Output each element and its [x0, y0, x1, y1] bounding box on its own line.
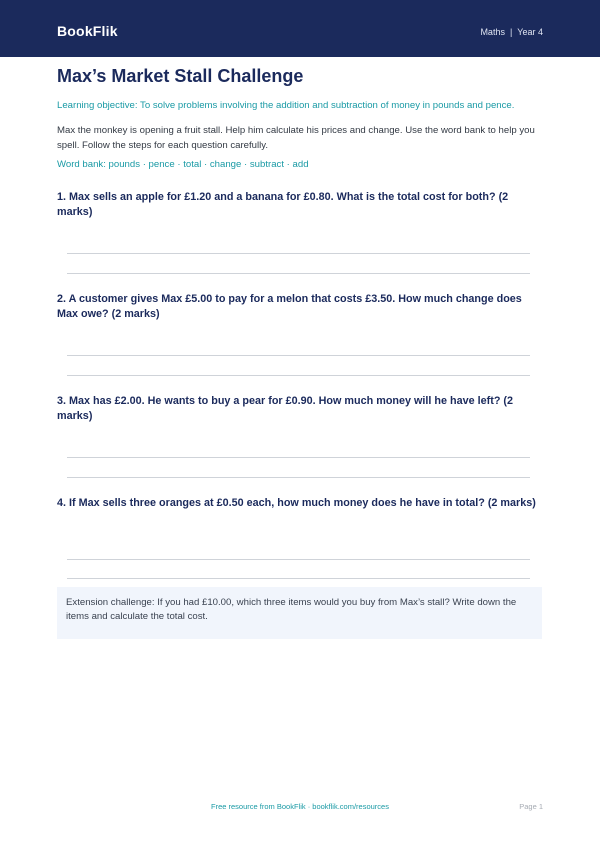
year-label: Year 4 [517, 27, 543, 37]
brand-logo-text: BookFlik [57, 23, 118, 39]
subject-label: Maths [480, 27, 505, 37]
learning-objective: Learning objective: To solve problems involving the addition and subtraction of money in pounds and pence. [57, 100, 515, 111]
extension-challenge-text: Extension challenge: If you had £10.00, which three items would you buy from Max’s stall? Write down the items and calculate the total cost. [66, 597, 517, 622]
intro-text: Max the monkey is opening a fruit stall. Help him calculate his prices and change. Use the word bank to help you spell. Follow the steps for each question carefully. [57, 125, 535, 151]
answer-line[interactable] [67, 273, 530, 274]
answer-line[interactable] [67, 375, 530, 376]
top-header-bar [0, 0, 600, 57]
answer-line[interactable] [67, 477, 530, 478]
answer-line[interactable] [67, 457, 530, 458]
answer-line[interactable] [67, 578, 530, 579]
footer-credit: Free resource from BookFlik · bookflik.com/resources [211, 802, 389, 811]
page-number: Page 1 [519, 802, 543, 811]
subject-year-label [480, 27, 543, 37]
question-1: 1. Max sells an apple for £1.20 and a banana for £0.80. What is the total cost for both? (2 marks) [57, 191, 509, 218]
extension-challenge-box [57, 587, 542, 639]
question-4: 4. If Max sells three oranges at £0.50 each, how much money does he have in total? (2 marks) [57, 497, 536, 509]
meta-separator: | [509, 27, 513, 37]
answer-line[interactable] [67, 253, 530, 254]
answer-line[interactable] [67, 355, 530, 356]
worksheet-title: Max’s Market Stall Challenge [57, 66, 304, 86]
answer-line[interactable] [67, 559, 530, 560]
word-bank: Word bank: pounds · pence · total · change · subtract · add [57, 159, 309, 170]
question-3: 3. Max has £2.00. He wants to buy a pear for £0.90. How much money will he have left? (2 marks) [57, 395, 514, 422]
question-2: 2. A customer gives Max £5.00 to pay for a melon that costs £3.50. How much change does Max owe? (2 marks) [57, 293, 522, 320]
